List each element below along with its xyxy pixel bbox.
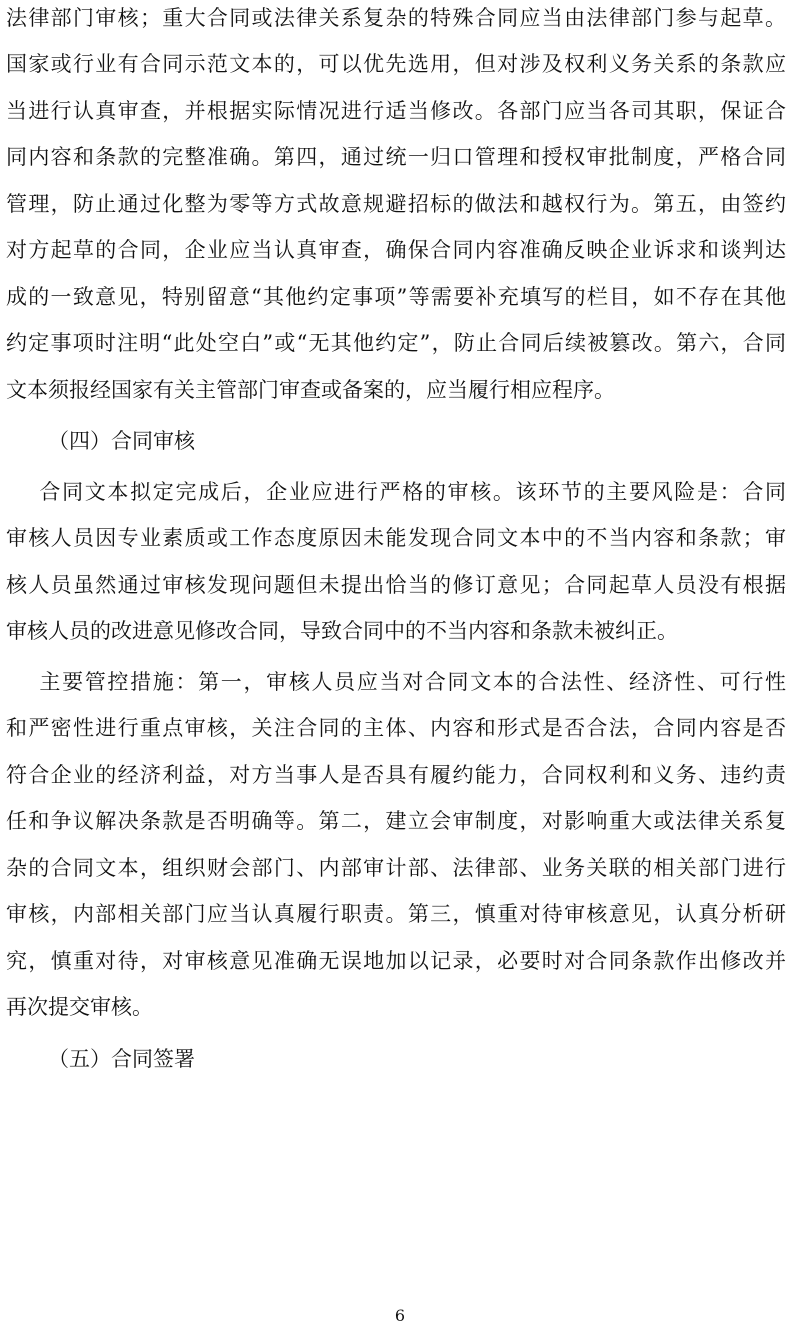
text-line: 核人员虽然通过审核发现问题但未提出恰当的修订意见；合同起草人员没有根据 xyxy=(6,573,786,597)
text-line: 合同文本拟定完成后，企业应进行严格的审核。该环节的主要风险是：合同 xyxy=(6,480,786,504)
text-line: 国家或行业有合同示范文本的，可以优先选用，但对涉及权利义务关系的条款应 xyxy=(6,52,786,76)
text-line: 对方起草的合同，企业应当认真审查，确保合同内容准确反映企业诉求和谈判达 xyxy=(6,238,786,262)
text-line: 究，慎重对待，对审核意见准确无误地加以记录，必要时对合同条款作出修改并 xyxy=(6,949,786,973)
text-line: 和严密性进行重点审核，关注合同的主体、内容和形式是否合法，合同内容是否 xyxy=(6,716,786,740)
text-line: 任和争议解决条款是否明确等。第二，建立会审制度，对影响重大或法律关系复 xyxy=(6,809,786,833)
text-line: 成的一致意见，特别留意“其他约定事项”等需要补充填写的栏目，如不存在其他 xyxy=(6,285,786,309)
page-number: 6 xyxy=(394,1306,406,1325)
text-line: 杂的合同文本，组织财会部门、内部审计部、法律部、业务关联的相关部门进行 xyxy=(6,856,786,880)
text-line: 当进行认真审查，并根据实际情况进行适当修改。各部门应当各司其职，保证合 xyxy=(6,99,786,123)
text-line: 同内容和条款的完整准确。第四，通过统一归口管理和授权审批制度，严格合同 xyxy=(6,145,786,169)
section-heading-5: （五）合同签署 xyxy=(48,1047,195,1071)
text-line: 约定事项时注明“此处空白”或“无其他约定”，防止合同后续被篡改。第六，合同 xyxy=(6,331,786,355)
text-line: 审核人员的改进意见修改合同，导致合同中的不当内容和条款未被纠正。 xyxy=(6,619,678,643)
text-line: 审核，内部相关部门应当认真履行职责。第三，慎重对待审核意见，认真分析研 xyxy=(6,902,786,926)
text-line: 审核人员因专业素质或工作态度原因未能发现合同文本中的不当内容和条款；审 xyxy=(6,526,786,550)
text-line: 法律部门审核；重大合同或法律关系复杂的特殊合同应当由法律部门参与起草。 xyxy=(6,6,786,30)
section-heading-4: （四）合同审核 xyxy=(48,429,195,453)
text-line: 符合企业的经济利益，对方当事人是否具有履约能力，合同权利和义务、违约责 xyxy=(6,763,786,787)
text-line: 主要管控措施：第一，审核人员应当对合同文本的合法性、经济性、可行性 xyxy=(6,670,786,694)
text-line: 再次提交审核。 xyxy=(6,995,153,1019)
text-line: 文本须报经国家有关主管部门审查或备案的，应当履行相应程序。 xyxy=(6,378,615,402)
text-line: 管理，防止通过化整为零等方式故意规避招标的做法和越权行为。第五，由签约 xyxy=(6,192,786,216)
